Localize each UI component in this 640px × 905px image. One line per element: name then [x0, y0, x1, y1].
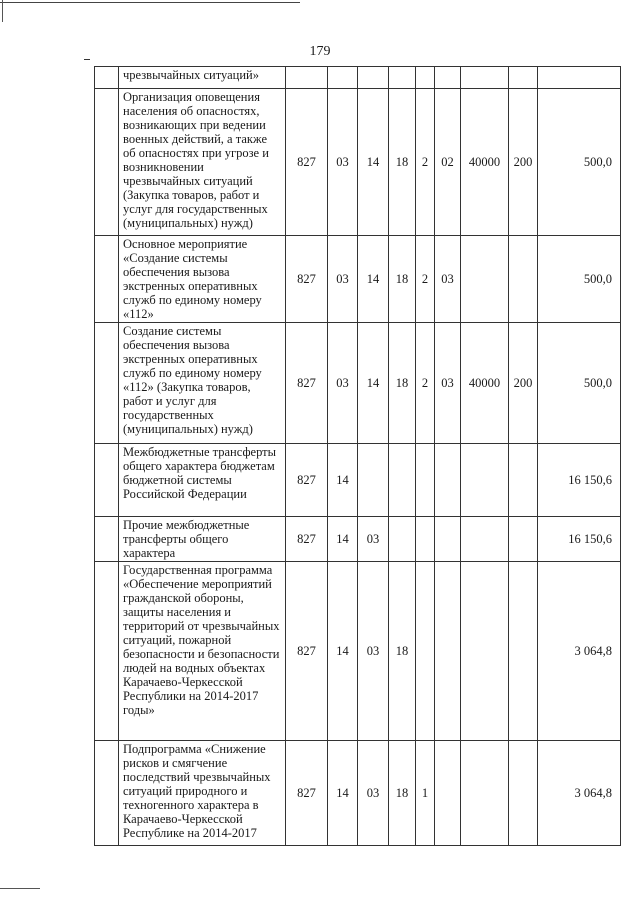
section-code-cell: 14 [328, 444, 358, 517]
expense-type-cell [509, 562, 538, 741]
program-code-cell: 18 [389, 741, 416, 846]
subsection-code-cell [358, 444, 389, 517]
dept-code-cell: 827 [286, 236, 328, 323]
section-code-cell: 14 [328, 517, 358, 562]
table-row [95, 517, 621, 562]
subprogram-code-cell [416, 562, 435, 741]
row-number-cell [95, 562, 119, 741]
table-row [95, 444, 621, 517]
section-code-cell: 03 [328, 89, 358, 236]
table-row [95, 562, 621, 741]
section-code-cell [328, 67, 358, 89]
scan-artifact-line [2, 0, 3, 22]
table-row [95, 323, 621, 444]
table-row [95, 67, 621, 89]
amount-cell: 500,0 [538, 89, 621, 236]
row-number-cell [95, 323, 119, 444]
subsection-code-cell: 03 [358, 741, 389, 846]
direction-code-cell [461, 517, 509, 562]
row-number-cell [95, 67, 119, 89]
dept-code-cell: 827 [286, 89, 328, 236]
program-code-cell [389, 444, 416, 517]
scan-artifact-line [0, 2, 300, 3]
amount-cell [538, 67, 621, 89]
program-code-cell [389, 517, 416, 562]
amount-cell: 500,0 [538, 323, 621, 444]
subprogram-code-cell: 1 [416, 741, 435, 846]
subprogram-code-cell: 2 [416, 89, 435, 236]
expense-type-cell: 200 [509, 89, 538, 236]
amount-cell: 3 064,8 [538, 741, 621, 846]
direction-code-cell [461, 562, 509, 741]
expense-type-cell [509, 741, 538, 846]
group-code-cell [435, 517, 461, 562]
group-code-cell [435, 444, 461, 517]
expense-type-cell: 200 [509, 323, 538, 444]
subprogram-code-cell: 2 [416, 236, 435, 323]
direction-code-cell [461, 444, 509, 517]
program-code-cell: 18 [389, 89, 416, 236]
expense-type-cell [509, 67, 538, 89]
item-name-cell: Организация оповещения населения об опасностях, возникающих при ведении военных действий, а также об опасностях при угрозе и возникновении чрезвычайных ситуаций (Закупка товаров, работ и услуг для государственных (муниципальных) нужд) [119, 89, 286, 236]
item-name-cell: Подпрограмма «Снижение рисков и смягчение последствий чрезвычайных ситуаций природного и техногенного характера в Карачаево-Черкесской Республике на 2014-2017 [119, 741, 286, 846]
subprogram-code-cell [416, 517, 435, 562]
subsection-code-cell: 03 [358, 562, 389, 741]
dept-code-cell: 827 [286, 562, 328, 741]
group-code-cell [435, 741, 461, 846]
dept-code-cell [286, 67, 328, 89]
section-code-cell: 03 [328, 236, 358, 323]
subprogram-code-cell [416, 67, 435, 89]
dept-code-cell: 827 [286, 741, 328, 846]
item-name-cell: чрезвычайных ситуаций» [119, 67, 286, 89]
budget-table [94, 66, 621, 846]
group-code-cell: 03 [435, 236, 461, 323]
direction-code-cell [461, 67, 509, 89]
subsection-code-cell: 14 [358, 89, 389, 236]
row-number-cell [95, 236, 119, 323]
group-code-cell: 02 [435, 89, 461, 236]
amount-cell: 16 150,6 [538, 517, 621, 562]
row-number-cell [95, 89, 119, 236]
direction-code-cell [461, 236, 509, 323]
program-code-cell: 18 [389, 236, 416, 323]
subsection-code-cell: 14 [358, 236, 389, 323]
table-row [95, 236, 621, 323]
expense-type-cell [509, 236, 538, 323]
scan-artifact-line [0, 888, 40, 889]
expense-type-cell [509, 517, 538, 562]
expense-type-cell [509, 444, 538, 517]
item-name-cell: Основное мероприятие «Создание системы обеспечения вызова экстренных оперативных служб по единому номеру «112» [119, 236, 286, 323]
table-body [95, 67, 621, 846]
group-code-cell [435, 67, 461, 89]
program-code-cell: 18 [389, 323, 416, 444]
row-number-cell [95, 444, 119, 517]
amount-cell: 16 150,6 [538, 444, 621, 517]
table-row [95, 741, 621, 846]
dept-code-cell: 827 [286, 323, 328, 444]
row-number-cell [95, 517, 119, 562]
item-name-cell: Государственная программа «Обеспечение мероприятий гражданской обороны, защиты населения и территорий от чрезвычайных ситуаций, пожарной безопасности и безопасности людей на водных объектах Карачаево-Черкесской Республики на 2014-2017 годы» [119, 562, 286, 741]
section-code-cell: 14 [328, 562, 358, 741]
amount-cell: 3 064,8 [538, 562, 621, 741]
program-code-cell: 18 [389, 562, 416, 741]
group-code-cell: 03 [435, 323, 461, 444]
subprogram-code-cell [416, 444, 435, 517]
subprogram-code-cell: 2 [416, 323, 435, 444]
program-code-cell [389, 67, 416, 89]
group-code-cell [435, 562, 461, 741]
direction-code-cell: 40000 [461, 323, 509, 444]
item-name-cell: Создание системы обеспечения вызова экстренных оперативных служб по единому номеру «112» (Закупка товаров, работ и услуг для государственных (муниципальных) нужд) [119, 323, 286, 444]
section-code-cell: 14 [328, 741, 358, 846]
table-row [95, 89, 621, 236]
direction-code-cell [461, 741, 509, 846]
direction-code-cell: 40000 [461, 89, 509, 236]
amount-cell: 500,0 [538, 236, 621, 323]
dept-code-cell: 827 [286, 444, 328, 517]
section-code-cell: 03 [328, 323, 358, 444]
page-number: 179 [309, 44, 331, 59]
item-name-cell: Прочие межбюджетные трансферты общего характера [119, 517, 286, 562]
subsection-code-cell: 14 [358, 323, 389, 444]
subsection-code-cell: 03 [358, 517, 389, 562]
dept-code-cell: 827 [286, 517, 328, 562]
row-number-cell [95, 741, 119, 846]
subsection-code-cell [358, 67, 389, 89]
item-name-cell: Межбюджетные трансферты общего характера бюджетам бюджетной системы Российской Федерации [119, 444, 286, 517]
